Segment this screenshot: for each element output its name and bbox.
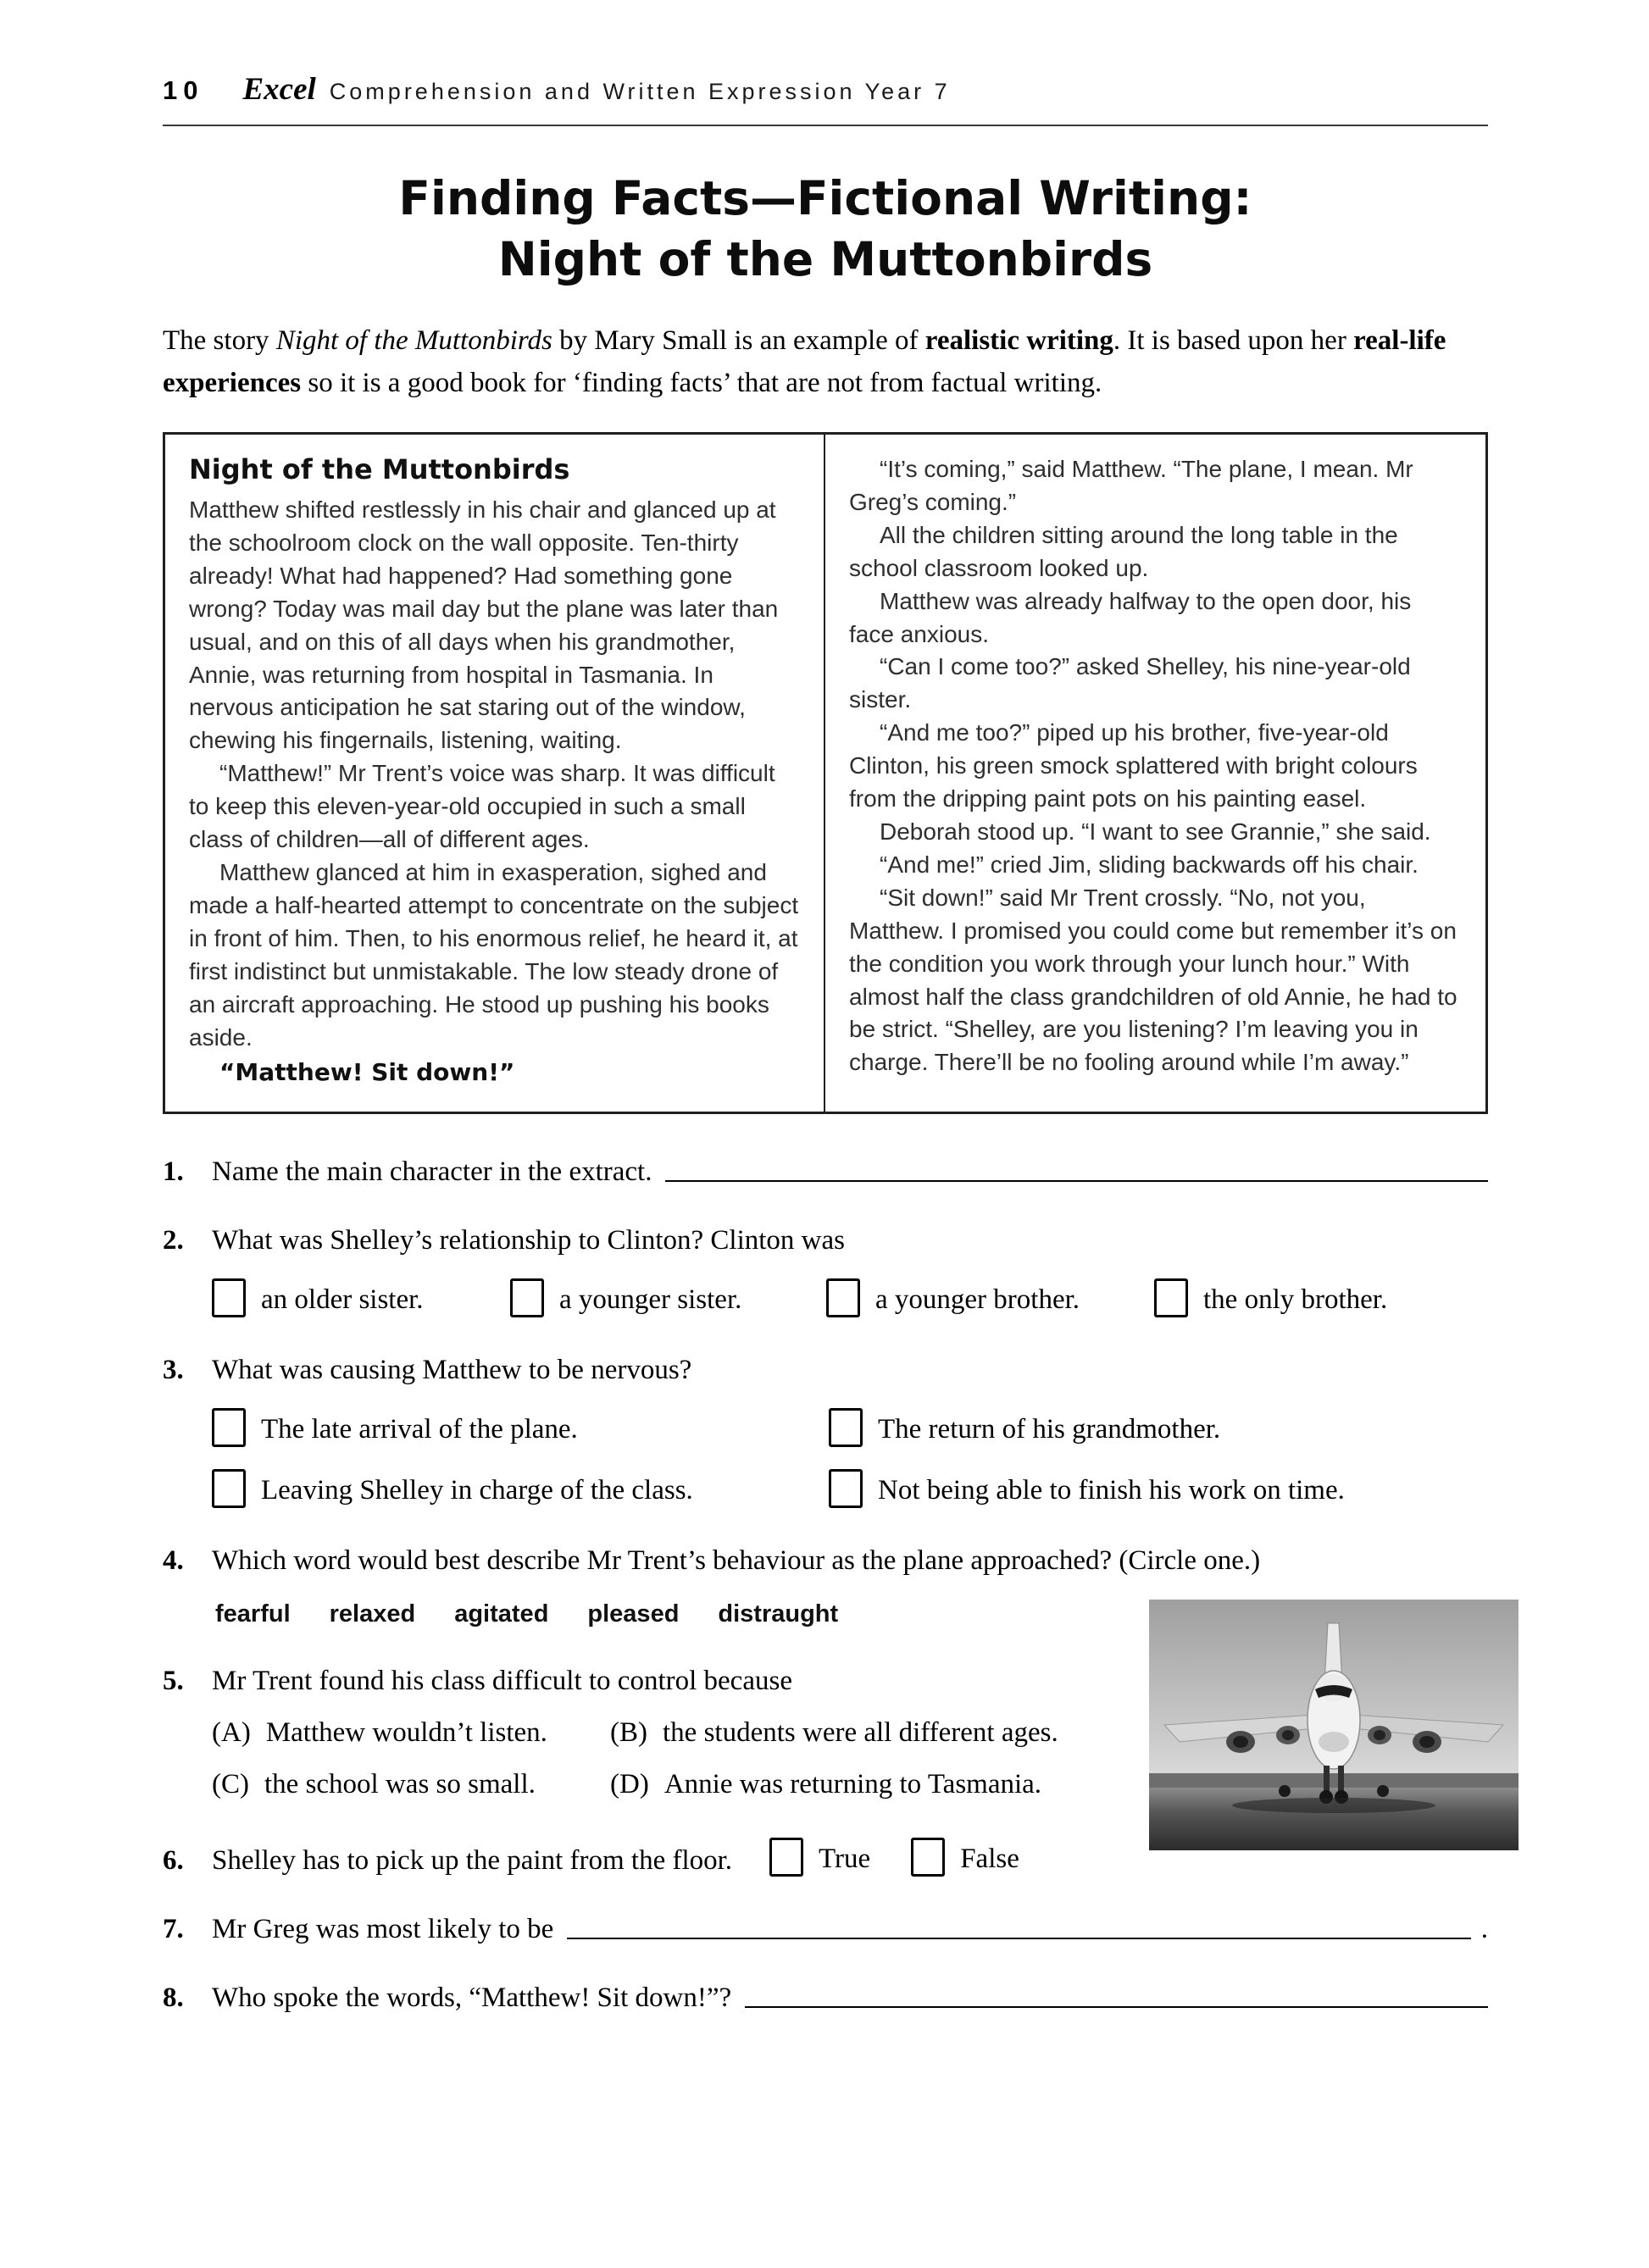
book-title: Comprehension and Written Expression Year 7	[329, 79, 951, 104]
option-b[interactable]	[610, 1717, 1058, 1749]
option-letter: (C)	[212, 1769, 249, 1800]
checkbox[interactable]	[212, 1469, 246, 1508]
word-choice-distraught[interactable]: distraught	[718, 1600, 839, 1628]
option-leaving-shelley	[212, 1469, 829, 1508]
extract-paragraph: Matthew glanced at him in exasperation, sighed and made a half-hearted attempt to concentrate on the subject in front of him. Then, to his enormous relief, he heard it, at first indistinct but unmistakable. The low steady drone of an aircraft approaching. He stood up pushing his books aside.	[189, 858, 799, 1051]
option-label: Not being able to finish his work on time.	[878, 1475, 1345, 1506]
question-text: What was causing Matthew to be nervous?	[212, 1355, 692, 1386]
true-label: True	[819, 1844, 871, 1875]
intro-book-title: Night of the Muttonbirds	[275, 325, 552, 356]
word-choice-relaxed[interactable]: relaxed	[329, 1600, 416, 1628]
extract-right-column	[825, 435, 1485, 1112]
extract-paragraph: “And me too?” piped up his brother, five-year-old Clinton, his green smock splattered with bright colours from the dripping paint pots on his painting easel.	[849, 719, 1418, 812]
question-text: Mr Greg was most likely to be	[212, 1914, 554, 1945]
question-1	[163, 1156, 1488, 1188]
option-label: an older sister.	[261, 1284, 424, 1316]
option-late-arrival	[212, 1408, 829, 1447]
question-number: 2.	[163, 1225, 184, 1256]
option-text: the school was so small.	[264, 1769, 536, 1800]
extract-paragraph: Matthew shifted restlessly in his chair and glanced up at the schoolroom clock on the wall opposite. Ten-thirty already! What had happened? Had something gone wrong? Today was mail day but the plane was later than usual, and on this of all days when his grandmother, Annie, was returning from hospital in Tasmania. In nervous anticipation he sat staring out of the window, chewing his fingernails, listening, waiting.	[189, 496, 779, 754]
extract-paragraph: “Matthew!” Mr Trent’s voice was sharp. It was difficult to keep this eleven-year-old occupied in such a small class of children—all of different ages.	[189, 760, 775, 853]
option-grandmother-return	[829, 1408, 1220, 1447]
question-6	[163, 1838, 1488, 1877]
question-number: 7.	[163, 1914, 184, 1945]
option-younger-sister	[510, 1278, 826, 1317]
question-text: Who spoke the words, “Matthew! Sit down!”?	[212, 1982, 732, 2014]
question-7	[163, 1914, 1488, 1945]
question-8	[163, 1982, 1488, 2014]
question-text: Mr Trent found his class difficult to control because	[212, 1666, 792, 1697]
extract-paragraph: “And me!” cried Jim, sliding backwards off his chair.	[880, 851, 1419, 878]
question-number: 5.	[163, 1666, 184, 1697]
option-younger-brother	[826, 1278, 1154, 1317]
question-text: Name the main character in the extract.	[212, 1156, 652, 1188]
question-text: What was Shelley’s relationship to Clinton? Clinton was	[212, 1225, 845, 1256]
extract-paragraph: Deborah stood up. “I want to see Grannie,” she said.	[880, 818, 1431, 845]
option-letter: (B)	[610, 1717, 647, 1749]
option-label: The late arrival of the plane.	[261, 1414, 578, 1445]
extract-paragraph: “It’s coming,” said Matthew. “The plane, I mean. Mr Greg’s coming.”	[849, 456, 1413, 515]
page-title-line2: Night of the Muttonbirds	[497, 231, 1153, 286]
intro-seg: The story	[163, 325, 276, 356]
story-extract-box	[163, 432, 1488, 1114]
question-2	[163, 1225, 1488, 1317]
intro-bold-term: real-life experiences	[163, 325, 1446, 398]
option-text: Matthew wouldn’t listen.	[265, 1717, 547, 1749]
option-letter: (D)	[610, 1769, 649, 1800]
checkbox[interactable]	[829, 1469, 863, 1508]
intro-paragraph	[163, 320, 1488, 404]
checkbox-false[interactable]	[911, 1838, 945, 1877]
intro-seg: . It is based upon her	[1113, 325, 1354, 356]
false-label: False	[960, 1844, 1019, 1875]
extract-paragraph: “Can I come too?” asked Shelley, his nine-year-old sister.	[849, 653, 1411, 713]
option-label: a younger sister.	[559, 1284, 742, 1316]
question-3	[163, 1355, 1488, 1508]
option-c[interactable]	[212, 1769, 610, 1800]
question-text: Shelley has to pick up the paint from the floor.	[212, 1845, 733, 1877]
checkbox[interactable]	[212, 1278, 246, 1317]
question-text: Which word would best describe Mr Trent’s behaviour as the plane approached? (Circle one.)	[212, 1545, 1261, 1577]
extract-paragraph: Matthew was already halfway to the open door, his face anxious.	[849, 587, 1412, 647]
option-label: The return of his grandmother.	[878, 1414, 1221, 1445]
checkbox[interactable]	[212, 1408, 246, 1447]
option-label: Leaving Shelley in charge of the class.	[261, 1475, 693, 1506]
word-choice-agitated[interactable]: agitated	[454, 1600, 549, 1628]
question-number: 1.	[163, 1156, 184, 1188]
checkbox[interactable]	[510, 1278, 544, 1317]
option-text: the students were all different ages.	[663, 1717, 1058, 1749]
question-number: 8.	[163, 1982, 184, 2014]
questions-section	[163, 1156, 1488, 2014]
answer-line[interactable]	[567, 1938, 1470, 1939]
answer-line[interactable]	[665, 1180, 1488, 1182]
option-only-brother	[1154, 1278, 1387, 1317]
checkbox[interactable]	[829, 1408, 863, 1447]
option-label: the only brother.	[1203, 1284, 1388, 1316]
answer-line[interactable]	[745, 2006, 1488, 2008]
brand-name: Excel	[242, 72, 316, 107]
question-4	[163, 1545, 1488, 1628]
extract-paragraph: “Sit down!” said Mr Trent crossly. “No, not you, Matthew. I promised you could come but remember it’s on the condition you work through your lunch hour.” With almost half the class grandchildren of old Annie, he had to be strict. “Shelley, are you listening? I’m leaving you in charge. There’ll be no fooling around while I’m away.”	[849, 884, 1457, 1076]
page-title	[163, 169, 1488, 290]
page-number: 10	[163, 75, 204, 105]
checkbox[interactable]	[1154, 1278, 1188, 1317]
extract-paragraph-bold: “Matthew! Sit down!”	[219, 1058, 515, 1087]
word-choice-fearful[interactable]: fearful	[215, 1600, 291, 1628]
option-older-sister	[212, 1278, 510, 1317]
option-a[interactable]	[212, 1717, 610, 1749]
intro-seg: so it is a good book for ‘finding facts’ that are not from factual writing.	[301, 367, 1102, 398]
intro-seg: by Mary Small is an example of	[552, 325, 925, 356]
sentence-period: .	[1480, 1914, 1488, 1945]
word-choice-pleased[interactable]: pleased	[587, 1600, 680, 1628]
extract-heading: Night of the Muttonbirds	[189, 453, 570, 485]
question-5	[163, 1666, 1488, 1800]
extract-paragraph: All the children sitting around the long table in the school classroom looked up.	[849, 521, 1398, 581]
question-number: 6.	[163, 1845, 184, 1877]
option-d[interactable]	[610, 1769, 1041, 1800]
question-number: 4.	[163, 1545, 184, 1577]
page-title-line1: Finding Facts—Fictional Writing:	[398, 171, 1252, 225]
intro-bold-term: realistic writing	[924, 325, 1113, 356]
option-label: a younger brother.	[875, 1284, 1080, 1316]
checkbox-true[interactable]	[769, 1838, 803, 1877]
page-header	[163, 71, 1488, 126]
option-letter: (A)	[212, 1717, 251, 1749]
checkbox[interactable]	[826, 1278, 860, 1317]
option-finish-work	[829, 1469, 1345, 1508]
extract-left-column	[165, 435, 825, 1112]
option-text: Annie was returning to Tasmania.	[663, 1769, 1042, 1800]
question-number: 3.	[163, 1355, 184, 1386]
